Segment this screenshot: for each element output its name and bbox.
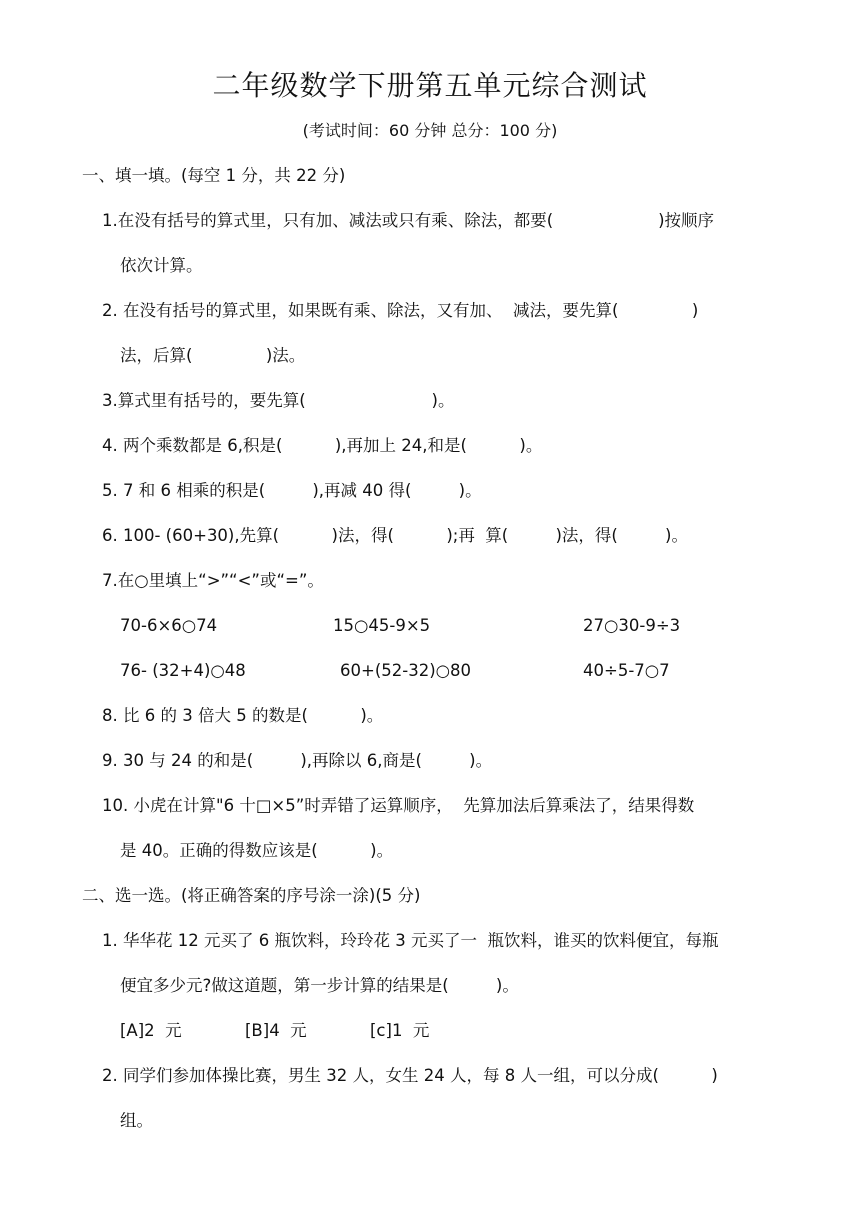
q7-expr-4: 76- (32+4)○48 (120, 661, 246, 680)
q10-line2: 是 40。正确的得数应该是( )。 (120, 841, 394, 860)
q3-line: 3.算式里有括号的，要先算( )。 (102, 391, 455, 410)
q7-expr-6: 40÷5-7○7 (583, 661, 670, 680)
q2-line1: 2. 在没有括号的算式里，如果既有乘、除法，又有加、 减法，要先算( ) (102, 301, 699, 320)
q1-line1: 1.在没有括号的算式里，只有加、减法或只有乘、除法，都要( )按顺序 (102, 211, 715, 230)
section2-heading: 二、选一选。(将正确答案的序号涂一涂)(5 分) (82, 886, 421, 905)
s2-q1-line1: 1. 华华花 12 元买了 6 瓶饮料，玲玲花 3 元买了一 瓶饮料，谁买的饮料便宜，每瓶 (102, 931, 719, 950)
section1-heading: 一、填一填。(每空 1 分，共 22 分) (82, 166, 346, 185)
page-title: 二年级数学下册第五单元综合测试 (212, 69, 648, 102)
q8-line: 8. 比 6 的 3 倍大 5 的数是( )。 (102, 706, 384, 725)
s2-q1-option-b[interactable]: [B]4 元 (245, 1021, 307, 1040)
q7-expr-5: 60+(52-32)○80 (340, 661, 472, 680)
q6-line: 6. 100- (60+30),先算( )法，得( );再 算( )法，得( )。 (102, 526, 688, 545)
q7-expr-2: 15○45-9×5 (333, 616, 431, 635)
q7-expr-1: 70-6×6○74 (120, 616, 218, 635)
q7-expr-3: 27○30-9÷3 (583, 616, 681, 635)
q10-line1: 10. 小虎在计算"6 十□×5”时弄错了运算顺序， 先算加法后算乘法了，结果得数 (102, 796, 695, 815)
s2-q1-option-a[interactable]: [A]2 元 (120, 1021, 182, 1040)
s2-q1-option-c[interactable]: [c]1 元 (370, 1021, 430, 1040)
q7-prompt: 7.在○里填上“>”“<”或“=”。 (102, 571, 324, 590)
s2-q2-line1: 2. 同学们参加体操比赛，男生 32 人，女生 24 人，每 8 人一组，可以分成( ) (102, 1066, 718, 1085)
page-subtitle: (考试时间：60 分钟 总分：100 分) (302, 121, 558, 140)
q5-line: 5. 7 和 6 相乘的积是( ),再减 40 得( )。 (102, 481, 482, 500)
q2-line2: 法，后算( )法。 (120, 346, 306, 365)
s2-q1-line2: 便宜多少元?做这道题，第一步计算的结果是( )。 (120, 976, 519, 995)
q4-line: 4. 两个乘数都是 6,积是( ),再加上 24,和是( )。 (102, 436, 543, 455)
q1-line2: 依次计算。 (120, 256, 203, 275)
q9-line: 9. 30 与 24 的和是( ),再除以 6,商是( )。 (102, 751, 493, 770)
s2-q2-line2: 组。 (120, 1111, 153, 1130)
